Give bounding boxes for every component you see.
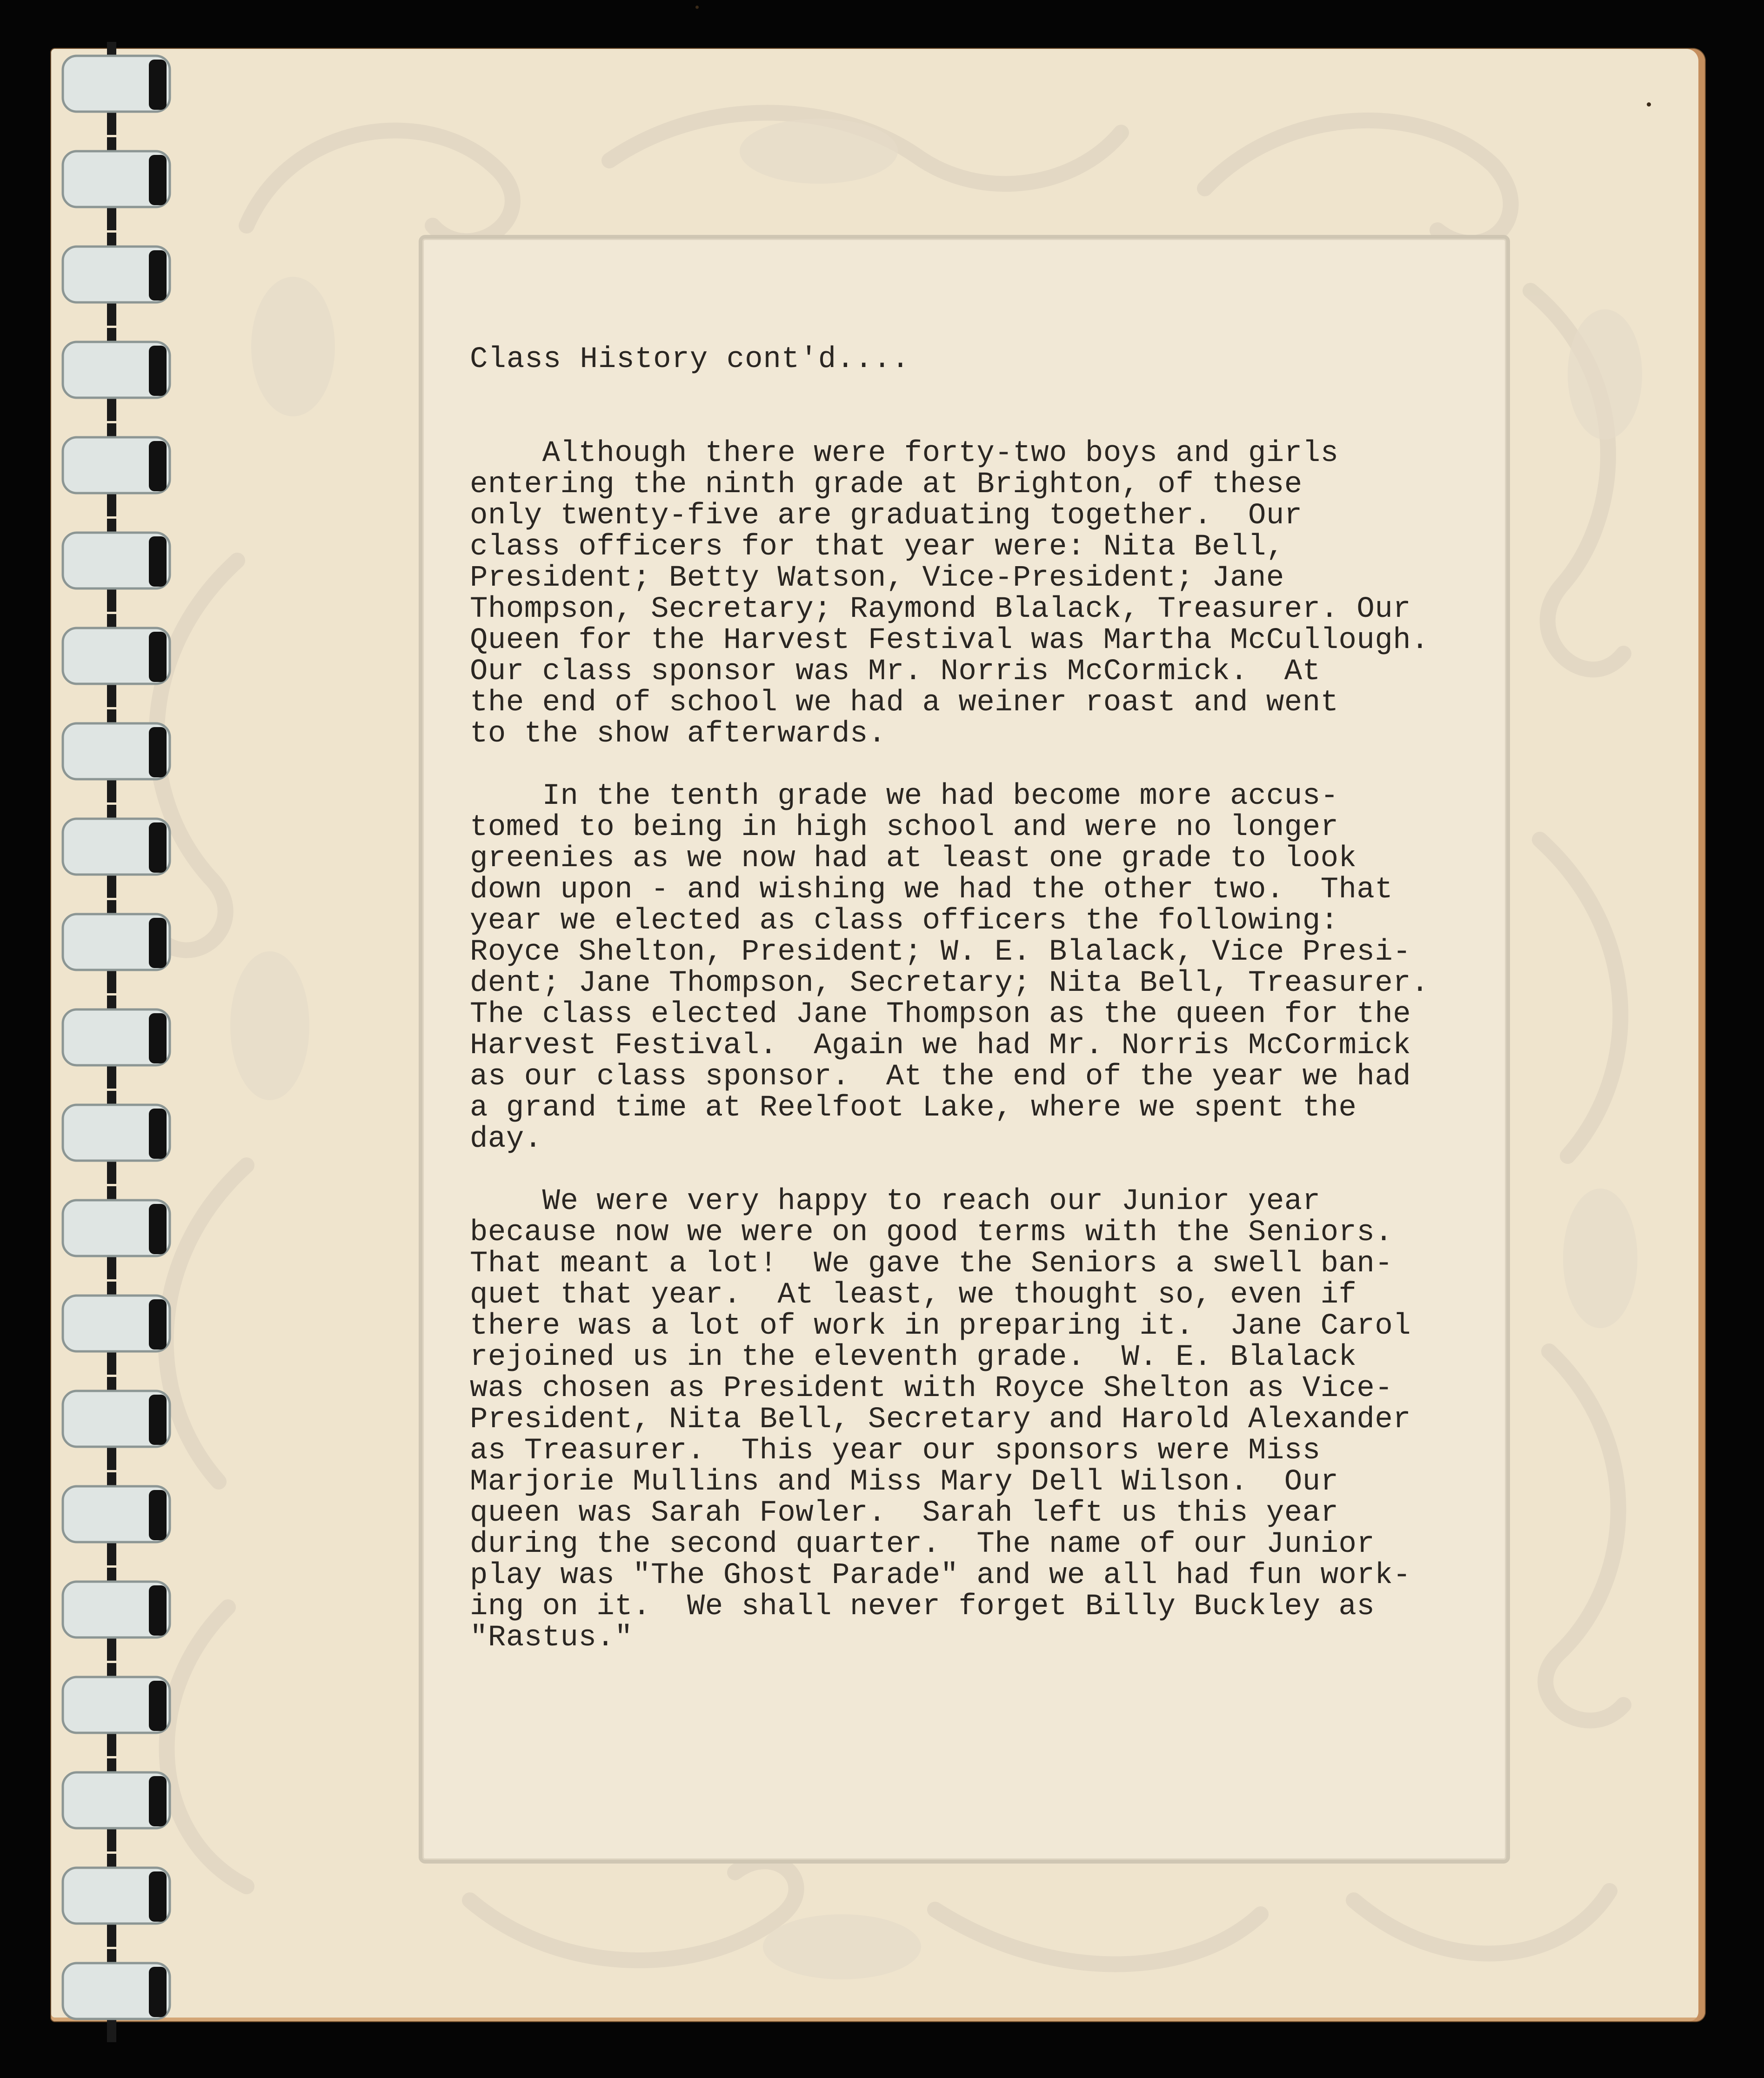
- typed-document: [470, 344, 1493, 1685]
- text-line: was chosen as President with Royce Shelton as Vice-: [470, 1372, 1393, 1405]
- binding-coil: [63, 1472, 170, 1565]
- binding-coil: [63, 1758, 170, 1851]
- text-line: Marjorie Mullins and Miss Mary Dell Wilson. Our: [470, 1465, 1339, 1499]
- text-line: Harvest Festival. Again we had Mr. Norris McCormick: [470, 1029, 1411, 1062]
- binding-coil: [63, 328, 170, 421]
- text-line: ing on it. We shall never forget Billy Buckley as: [470, 1590, 1375, 1624]
- binding-coil: [63, 1568, 170, 1661]
- dust-speck: [695, 6, 699, 9]
- text-line: a grand time at Reelfoot Lake, where we spent the: [470, 1091, 1357, 1125]
- text-line: The class elected Jane Thompson as the queen for the: [470, 998, 1411, 1031]
- binding-coil: [63, 996, 170, 1089]
- text-line: day.: [470, 1123, 542, 1156]
- text-line: as Treasurer. This year our sponsors were Miss: [470, 1434, 1321, 1468]
- text-line: rejoined us in the eleventh grade. W. E. Blalack: [470, 1341, 1357, 1374]
- text-line: year we elected as class officers the following:: [470, 904, 1339, 938]
- binding-coil: [63, 1949, 170, 2042]
- text-line: down upon - and wishing we had the other two. That: [470, 873, 1393, 907]
- paragraph: [470, 781, 1493, 1155]
- dust-speck: [1647, 102, 1651, 107]
- text-line: quet that year. At least, we thought so, even if: [470, 1278, 1357, 1312]
- binding-coil: [63, 233, 170, 326]
- text-line: Although there were forty-two boys and girls: [470, 437, 1339, 470]
- text-line: That meant a lot! We gave the Seniors a swell ban-: [470, 1247, 1393, 1281]
- binding-coil: [63, 1377, 170, 1470]
- text-line: entering the ninth grade at Brighton, of these: [470, 468, 1303, 501]
- text-line: queen was Sarah Fowler. Sarah left us this year: [470, 1497, 1339, 1530]
- text-line: Royce Shelton, President; W. E. Blalack, Vice Presi-: [470, 935, 1411, 969]
- binding-coil: [63, 519, 170, 612]
- text-line: tomed to being in high school and were no longer: [470, 811, 1339, 844]
- text-line: play was "The Ghost Parade" and we all had fun work-: [470, 1559, 1411, 1592]
- text-line: because now we were on good terms with the Seniors.: [470, 1216, 1393, 1249]
- binding-coil: [63, 423, 170, 516]
- text-line: greenies as we now had at least one grade to look: [470, 842, 1357, 875]
- text-line: only twenty-five are graduating together. Our: [470, 499, 1303, 533]
- binding-coil: [63, 1186, 170, 1279]
- text-line: dent; Jane Thompson, Secretary; Nita Bell, Treasurer.: [470, 967, 1430, 1000]
- text-line: there was a lot of work in preparing it. Jane Carol: [470, 1310, 1411, 1343]
- paragraph: [470, 1186, 1493, 1654]
- text-line: President; Betty Watson, Vice-President; Jane: [470, 561, 1284, 595]
- spiral-binding: [0, 0, 195, 2078]
- text-line: We were very happy to reach our Junior year: [470, 1185, 1321, 1218]
- binding-coil: [63, 42, 170, 135]
- text-line: In the tenth grade we had become more accus-: [470, 780, 1339, 813]
- text-line: Our class sponsor was Mr. Norris McCormick. At: [470, 655, 1321, 688]
- text-line: President, Nita Bell, Secretary and Harold Alexander: [470, 1403, 1411, 1437]
- paragraph: [470, 438, 1493, 750]
- text-line: Thompson, Secretary; Raymond Blalack, Treasurer. Our: [470, 593, 1411, 626]
- text-line: as our class sponsor. At the end of the year we had: [470, 1060, 1411, 1094]
- text-line: the end of school we had a weiner roast and went: [470, 686, 1339, 720]
- binding-coil: [63, 1663, 170, 1756]
- text-line: during the second quarter. The name of our Junior: [470, 1528, 1375, 1561]
- text-line: class officers for that year were: Nita Bell,: [470, 530, 1284, 564]
- binding-coil: [63, 1854, 170, 1947]
- binding-coil: [63, 1282, 170, 1375]
- text-line: to the show afterwards.: [470, 717, 886, 751]
- binding-coil: [63, 900, 170, 993]
- binding-coil: [63, 1091, 170, 1184]
- binding-coil: [63, 709, 170, 802]
- binding-coil: [63, 614, 170, 707]
- page-title: Class History cont'd....: [470, 343, 910, 376]
- text-line: "Rastus.": [470, 1621, 633, 1655]
- text-line: Queen for the Harvest Festival was Martha McCullough.: [470, 624, 1430, 657]
- binding-coil: [63, 805, 170, 898]
- document-body: [470, 438, 1493, 1654]
- binding-coil: [63, 137, 170, 230]
